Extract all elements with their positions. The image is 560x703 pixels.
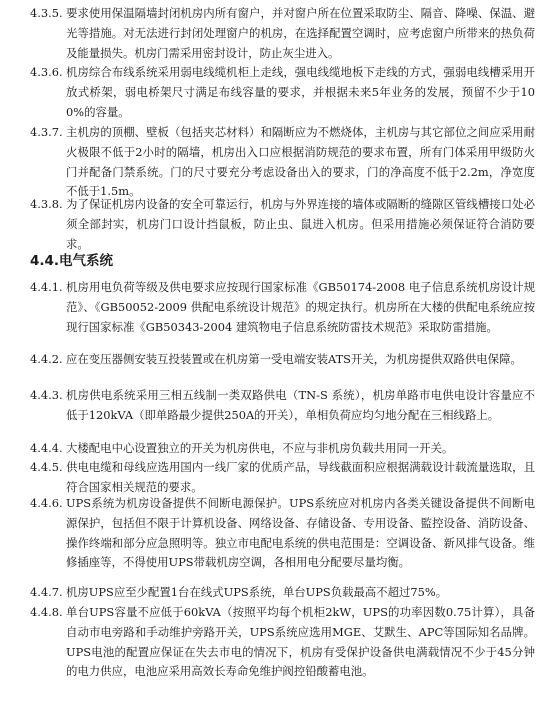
clause-4-4-3: [30, 386, 535, 426]
clause-number: 4.4.8.: [30, 605, 63, 619]
clause-4-3-5: [30, 4, 535, 63]
clause-number: 4.4.1.: [30, 280, 63, 294]
section-heading: 4.4.电气系统: [30, 253, 114, 269]
clause-4-4-8: [30, 603, 535, 682]
clause-text: 供电电缆和母线应选用国内一线厂家的优质产品，导线截面积应根据满载设计载流量选取，且符合国家相关规范的要求。: [66, 460, 535, 494]
clause-4-4-2: [30, 350, 535, 370]
clause-text: 机房供电系统采用三相五线制一类双路供电（TN-S 系统），机房单路市电供电设计容量应不低于120kVA（即单路最少提供250A的开关），单相负荷应均匀地分配在三相线路上。: [66, 388, 535, 422]
clause-4-3-8: [30, 195, 535, 254]
clause-text: 要求使用保温隔墙封闭机房内所有窗户，并对窗户所在位置采取防尘、隔音、降噪、保温、避光等措施。对无法进行封闭处理窗户的机房，在选择配置空调时，应考虑窗户所带来的热负荷及能量损失。机房门需采用密封设计，防止灰尘进入。: [66, 6, 535, 60]
clause-number: 4.4.7.: [30, 585, 63, 599]
clause-text: 主机房的顶棚、壁板（包括夹芯材料）和隔断应为不燃烧体，主机房与其它部位之间应采用耐火极限不低于2小时的隔墙，机房出入口应根据消防规范的要求布置，所有门体采用甲级防火门并配备门禁系统。门的尺寸要充分考虑设备出入的要求，门的净高度不低于2.2m，净宽度不低于1.5m。: [66, 125, 535, 199]
clause-number: 4.4.6.: [30, 496, 63, 510]
clause-4-4-4: [30, 439, 535, 459]
clause-4-4-7: [30, 583, 535, 603]
clause-number: 4.3.6.: [30, 65, 63, 79]
clause-number: 4.4.5.: [30, 460, 63, 474]
clause-number: 4.4.3.: [30, 388, 63, 402]
clause-text: 为了保证机房内设备的安全可靠运行，机房与外界连接的墙体或隔断的缝隙区管线槽接口处必须全部封实，机房门口设计挡鼠板，防止虫、鼠进入机房。但采用措施必须保证符合消防要求。: [66, 197, 535, 251]
clause-number: 4.3.5.: [30, 6, 63, 20]
clause-4-4-5: [30, 458, 535, 498]
clause-text: 机房用电负荷等级及供电要求应按现行国家标准《GB50174-2008 电子信息系统机房设计规范》、《GB50052-2009 供配电系统设计规范》的规定执行。机房所在大楼的供配电系统应按现行国家标准《GB50343-2004 建筑物电子信息系统防雷技术规范》采取防雷措施。: [66, 280, 535, 334]
clause-number: 4.3.8.: [30, 197, 63, 211]
clause-4-4-6: [30, 494, 535, 573]
clause-text: 应在变压器侧安装互投装置或在机房第一受电端安装ATS开关，为机房提供双路供电保障。: [66, 352, 522, 366]
clause-text: 单台UPS容量不应低于60kVA（按照平均每个机柜2kW，UPS的功率因数0.75计算），具备自动市电旁路和手动维护旁路开关，UPS系统应选用MGE、艾默生、APC等国际知名品牌。UPS电池的配置应保证在失去市电的情况下，机房有受保护设备供电满载情况不少于45分钟的电力供应，电池应采用高效长寿命免维护阀控铅酸蓄电池。: [66, 605, 535, 679]
clause-4-4-1: [30, 278, 535, 337]
clause-4-3-7: [30, 123, 535, 202]
clause-text: UPS系统为机房设备提供不间断电源保护。UPS系统应对机房内各类关键设备提供不间断电源保护，包括但不限于计算机设备、网络设备、存储设备、专用设备、監控设备、消防设备、操作终端和部分应急照明等。独立市电配电系统的供电范围是：空调设备、新风排气设备。维修插座等，不得使用UPS带载机房空调，各相用电分配要尽量均衡。: [66, 496, 535, 570]
clause-number: 4.4.2.: [30, 352, 63, 366]
clause-text: 大楼配电中心设置独立的开关为机房供电，不应与非机房负载共用同一开关。: [66, 441, 454, 455]
clause-number: 4.3.7.: [30, 125, 63, 139]
clause-text: 机房UPS应至少配置1台在线式UPS系统，单台UPS负载最高不超过75%。: [66, 585, 448, 599]
clause-4-3-6: [30, 63, 535, 122]
clause-number: 4.4.4.: [30, 441, 63, 455]
clause-text: 机房综合布线系统采用弱电线缆机柜上走线，强电线缆地板下走线的方式，强弱电线槽采用开放式桥架，弱电桥架尺寸满足布线容量的要求，并根据未来5年业务的发展，预留不少于100%的容量。: [66, 65, 535, 119]
